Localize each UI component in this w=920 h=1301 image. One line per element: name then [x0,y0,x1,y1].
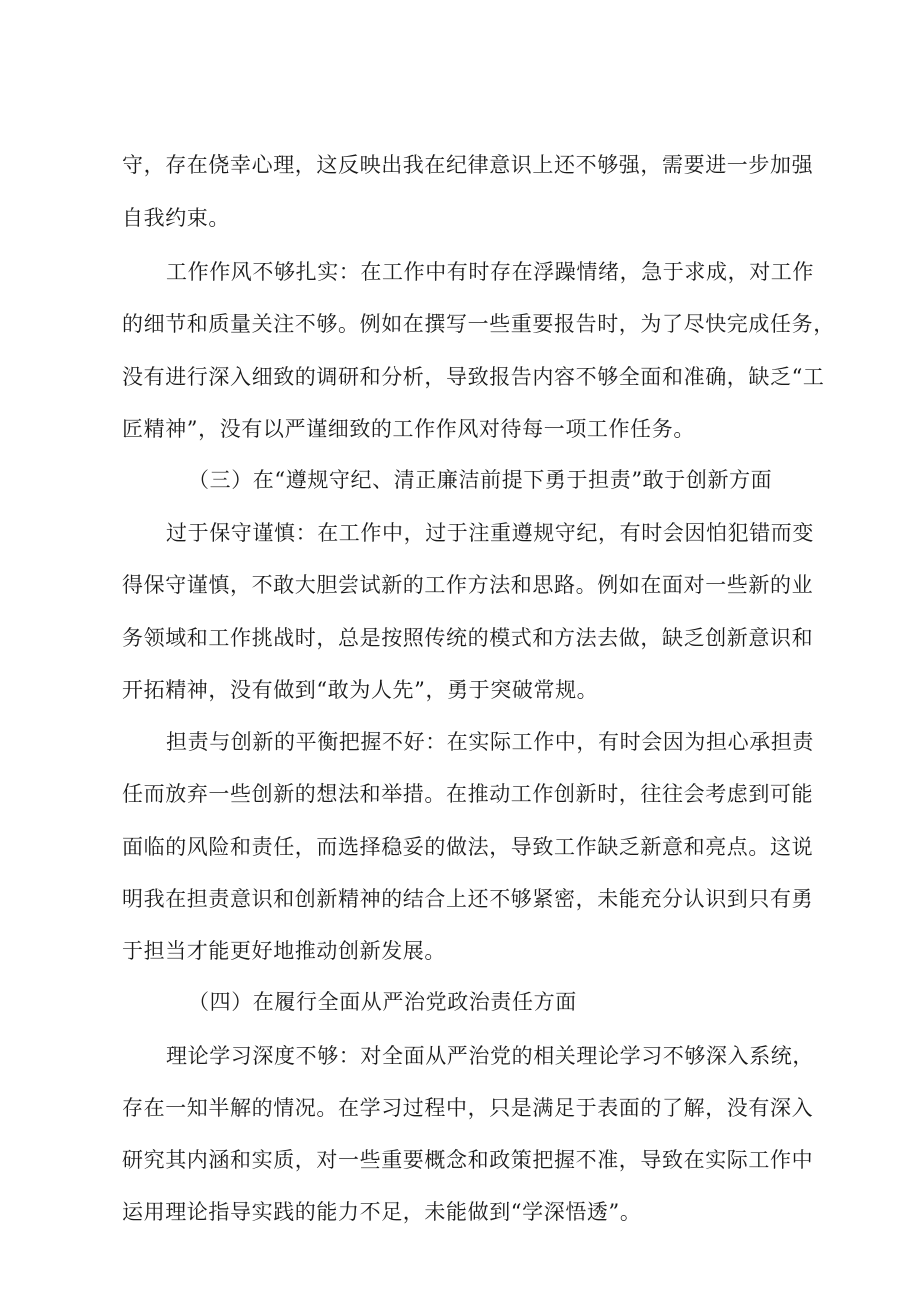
text-line: 明我在担责意识和创新精神的结合上还不够紧密，未能充分认识到只有勇 [122,887,814,911]
text-line: 得保守谨慎，不敢大胆尝试新的工作方法和思路。例如在面对一些新的业 [122,573,814,597]
text-line: 的细节和质量关注不够。例如在撰写一些重要报告时，为了尽快完成任务， [122,312,835,336]
text-line: 自我约束。 [122,206,230,230]
text-line: 任而放弃一些创新的想法和举措。在推动工作创新时，往往会考虑到可能 [122,782,814,806]
text-line: 守，存在侥幸心理，这反映出我在纪律意识上还不够强，需要进一步加强 [122,153,814,177]
text-line: 存在一知半解的情况。在学习过程中，只是满足于表面的了解，没有深入 [122,1096,814,1120]
section-heading-4: （四）在履行全面从严治党政治责任方面 [188,990,577,1014]
text-line: 担责与创新的平衡把握不好：在实际工作中，有时会因为担心承担责 [166,730,814,754]
text-line: 开拓精神，没有做到“敢为人先”，勇于突破常规。 [122,678,599,702]
text-line: 面临的风险和责任，而选择稳妥的做法，导致工作缺乏新意和亮点。这说 [122,835,814,859]
text-line: 研究其内涵和实质，对一些重要概念和政策把握不准，导致在实际工作中 [122,1148,814,1172]
text-line: 工作作风不够扎实：在工作中有时存在浮躁情绪，急于求成，对工作 [166,260,814,284]
text-line: 匠精神”，没有以严谨细致的工作作风对待每一项工作任务。 [122,417,695,441]
text-line: 过于保守谨慎：在工作中，过于注重遵规守纪，有时会因怕犯错而变 [166,521,814,545]
text-line: 于担当才能更好地推动创新发展。 [122,939,446,963]
text-line: 运用理论指导实践的能力不足，未能做到“学深悟透”。 [122,1200,642,1224]
section-heading-3: （三）在“遵规守纪、清正廉洁前提下勇于担责”敢于创新方面 [188,468,773,492]
text-line: 没有进行深入细致的调研和分析，导致报告内容不够全面和准确，缺乏“工 [122,365,825,389]
text-line: 理论学习深度不够：对全面从严治党的相关理论学习不够深入系统， [166,1044,814,1068]
text-line: 务领域和工作挑战时，总是按照传统的模式和方法去做，缺乏创新意识和 [122,626,814,650]
